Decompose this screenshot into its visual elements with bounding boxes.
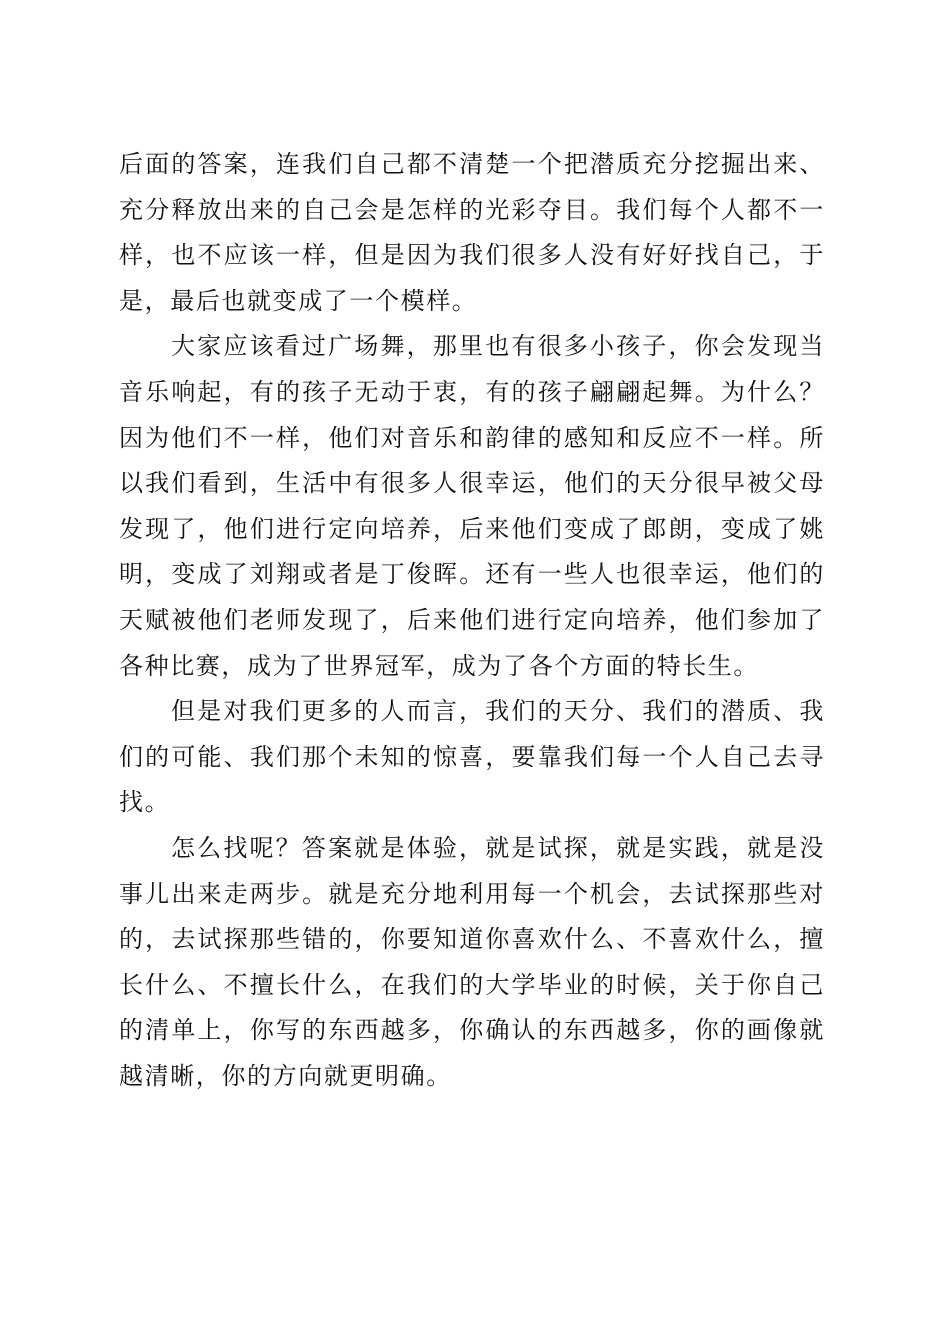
paragraph-continued: 后面的答案，连我们自己都不清楚一个把潜质充分挖掘出来、充分释放出来的自己会是怎样的光彩夺目。我们每个人都不一样，也不应该一样，但是因为我们很多人没有好好找自己，于是，最后也就变成了一个模样。 — [119, 150, 825, 315]
paragraph-self-discovery: 但是对我们更多的人而言，我们的天分、我们的潜质、我们的可能、我们那个未知的惊喜，要靠我们每一个人自己去寻找。 — [119, 697, 825, 817]
paragraph-square-dance: 大家应该看过广场舞，那里也有很多小孩子，你会发现当音乐响起，有的孩子无动于衷，有的孩子翩翩起舞。为什么？因为他们不一样，他们对音乐和韵律的感知和反应不一样。所以我们看到，生活中有很多人很幸运，他们的天分很早被父母发现了，他们进行定向培养，后来他们变成了郎朗，变成了姚明，变成了刘翔或者是丁俊晖。还有一些人也很幸运，他们的天赋被他们老师发现了，后来他们进行定向培养，他们参加了各种比赛，成为了世界冠军，成为了各个方面的特长生。 — [119, 332, 825, 680]
paragraph-how-to-find: 怎么找呢？答案就是体验，就是试探，就是实践，就是没事儿出来走两步。就是充分地利用每一个机会，去试探那些对的，去试探那些错的，你要知道你喜欢什么、不喜欢什么，擅长什么、不擅长什么，在我们的大学毕业的时候，关于你自己的清单上，你写的东西越多，你确认的东西越多，你的画像就越清晰，你的方向就更明确。 — [119, 833, 825, 1090]
document-body — [119, 142, 825, 1099]
